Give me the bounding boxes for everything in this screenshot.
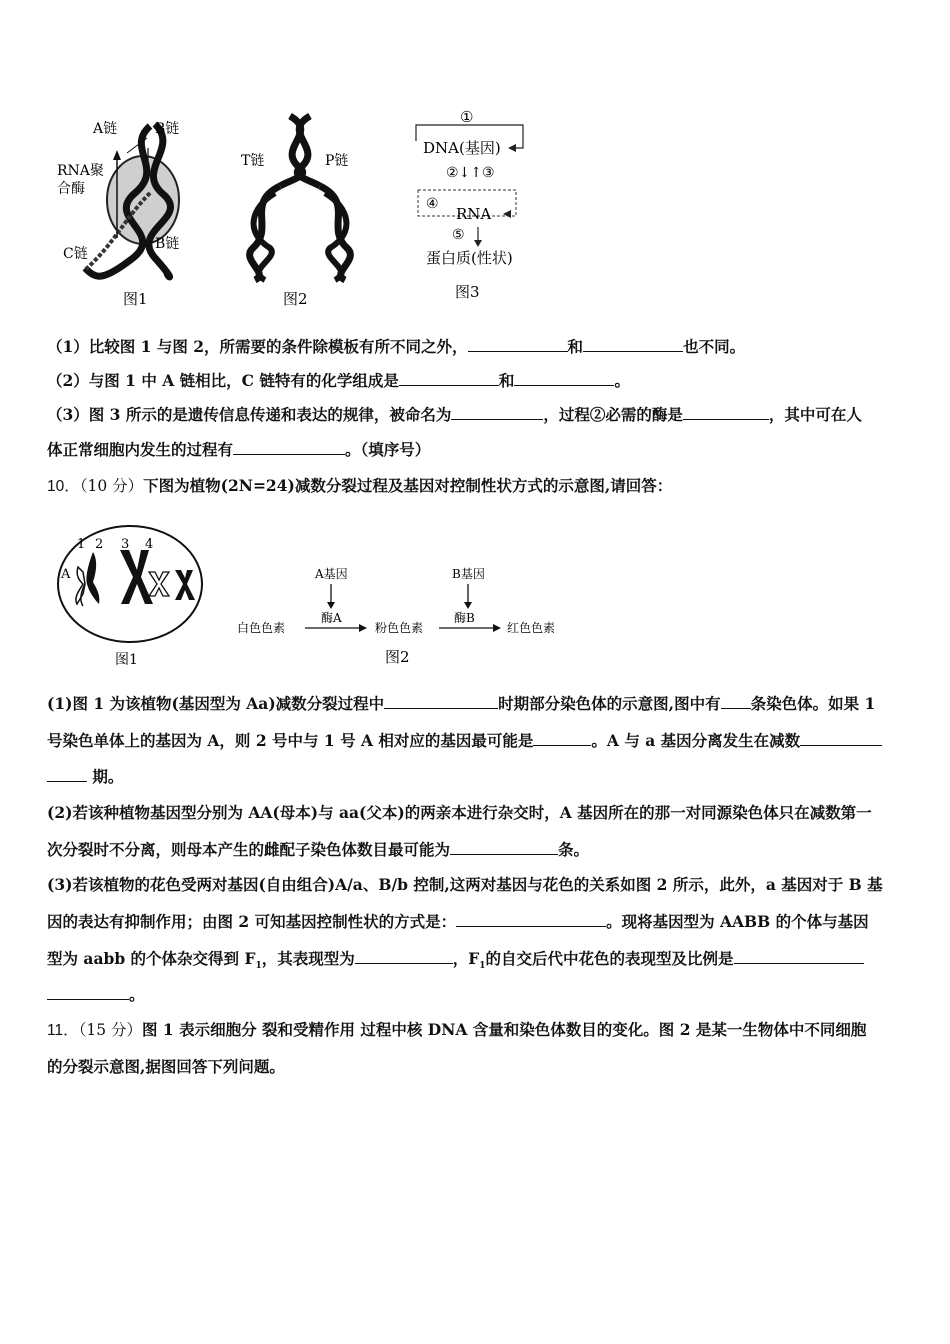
gene-b-label: B基因: [452, 567, 485, 581]
label-chain-b-top: B链: [155, 121, 180, 137]
answer-blank[interactable]: [734, 949, 864, 964]
q10-part1-line1: (1)图 1 为该植物(基因型为 Aa)减数分裂过程中 时期部分染色体的示意图,图中有 条染色体。如果 1: [47, 694, 876, 713]
label-chromatid-2: 2: [95, 537, 104, 552]
chromosome-pair-3-4: [120, 550, 153, 604]
chromosome-small-black: [175, 570, 195, 600]
q10-part3-line1: (3)若该植物的花色受两对基因(自由组合)A/a、B/b 控制,这两对基因与花色的关系如图 2 所示，此外，a 基因对于 B 基: [47, 875, 883, 894]
label-rna-pol-1: RNA聚: [57, 163, 104, 179]
q9-part1: （1）比较图 1 与图 2，所需要的条件除模板有所不同之外， 和 也不同。: [47, 337, 746, 356]
chromosome-small-white: [149, 572, 169, 596]
q10-part3-line4: 。: [47, 985, 907, 1005]
label-chain-a: A链: [93, 121, 118, 137]
figure-label: 图3: [455, 283, 480, 301]
answer-blank[interactable]: [800, 731, 882, 746]
answer-blank[interactable]: [451, 405, 543, 420]
figure-label: 图1: [115, 652, 138, 668]
answer-blank[interactable]: [533, 731, 591, 746]
figure-label: 图2: [385, 648, 410, 666]
label-chain-b-bottom: B链: [155, 236, 180, 252]
answer-blank[interactable]: [583, 337, 683, 352]
answer-blank[interactable]: [233, 440, 345, 455]
strand-parent-2: [297, 116, 320, 186]
answer-blank[interactable]: [514, 371, 614, 386]
figure-1-transcription: [55, 108, 205, 318]
label-chain-t: T链: [241, 153, 265, 169]
pink-pigment: 粉色色素: [375, 621, 424, 635]
label-chromatid-4: 4: [145, 537, 154, 552]
node-dna: DNA(基因): [423, 139, 501, 157]
figure-label: 图2: [283, 290, 308, 308]
q9-part3-line2: 体正常细胞内发生的过程有 。（填序号）: [47, 440, 431, 459]
figure-2-replication: [235, 108, 365, 318]
q11-stem-line2: 的分裂示意图,据图回答下列问题。: [47, 1057, 285, 1076]
q10-figure-1-chromosomes: [45, 522, 220, 672]
answer-blank[interactable]: [456, 912, 606, 927]
chromosome-pair-1-2: [76, 552, 100, 606]
q11-stem-line1: 11．（15 分）图 1 表示细胞分 裂和受精作用 过程中核 DNA 含量和染色体数目的变化。图 2 是某一生物体中不同细胞: [47, 1020, 867, 1039]
q9-part3-line1: （3）图 3 所示的是遗传信息传递和表达的规律，被命名为 ，过程②必需的酶是 ，其中可在人: [47, 405, 862, 424]
label-chromatid-1: 1: [77, 537, 86, 552]
q10-part1-line2: 号染色单体上的基因为 A，则 2 号中与 1 号 A 相对应的基因最可能是 。A 与 a 基因分离发生在减数: [47, 731, 907, 751]
label-chromatid-3: 3: [121, 537, 130, 552]
answer-blank[interactable]: [384, 694, 498, 709]
node-rna: RNA: [456, 205, 492, 223]
answer-blank[interactable]: [468, 337, 568, 352]
label-chain-c: C链: [63, 246, 88, 262]
figure-label: 图1: [123, 290, 148, 308]
label-gene-a: A: [61, 567, 71, 582]
label-rna-pol-2: 合酶: [57, 181, 85, 197]
gene-a-label: A基因: [315, 567, 348, 581]
q10-figure-2-pathway: [225, 560, 570, 672]
answer-blank[interactable]: [450, 840, 558, 855]
answer-blank[interactable]: [47, 985, 129, 1000]
answer-blank[interactable]: [721, 694, 751, 709]
enzyme-b-label: 酶B: [454, 611, 475, 625]
answer-blank[interactable]: [355, 949, 453, 964]
q9-part2: （2）与图 1 中 A 链相比，C 链特有的化学组成是 和 。: [47, 371, 630, 390]
enzyme-a-label: 酶A: [321, 611, 342, 625]
answer-blank[interactable]: [683, 405, 769, 420]
q10-part1-line3: 期。: [47, 767, 907, 787]
answer-blank[interactable]: [47, 767, 87, 782]
q10-part2-line2: 次分裂时不分离，则母本产生的雌配子染色体数目最可能为 条。: [47, 840, 590, 859]
q10-part3-line2: 因的表达有抑制作用；由图 2 可知基因控制性状的方式是： 。现将基因型为 AABB 的个体与基因: [47, 912, 869, 931]
q10-stem: 10．（10 分）下图为植物(2N=24)减数分裂过程及基因对控制性状方式的示意图,请回答：: [47, 476, 673, 495]
red-pigment: 红色色素: [507, 621, 556, 635]
answer-blank[interactable]: [399, 371, 499, 386]
q10-part2-line1: (2)若该种植物基因型分别为 AA(母本)与 aa(父本)的两亲本进行杂交时，A 基因所在的那一对同源染色体只在减数第一: [47, 803, 872, 822]
step-5: ⑤: [452, 227, 465, 243]
q10-part3-line3: 型为 aabb 的个体杂交得到 $F_1$，其表现型为 ，$F_1$的自交后代中花色的表现型及比例是: [47, 949, 907, 976]
figure-3-central-dogma: [408, 105, 538, 315]
step-4: ④: [426, 196, 439, 212]
step-1: ①: [460, 108, 474, 126]
white-pigment: 白色色素: [237, 621, 286, 635]
node-protein: 蛋白质(性状): [426, 249, 513, 267]
label-chain-p: P链: [325, 153, 349, 169]
steps-2-3: ②↓↑③: [446, 165, 495, 181]
